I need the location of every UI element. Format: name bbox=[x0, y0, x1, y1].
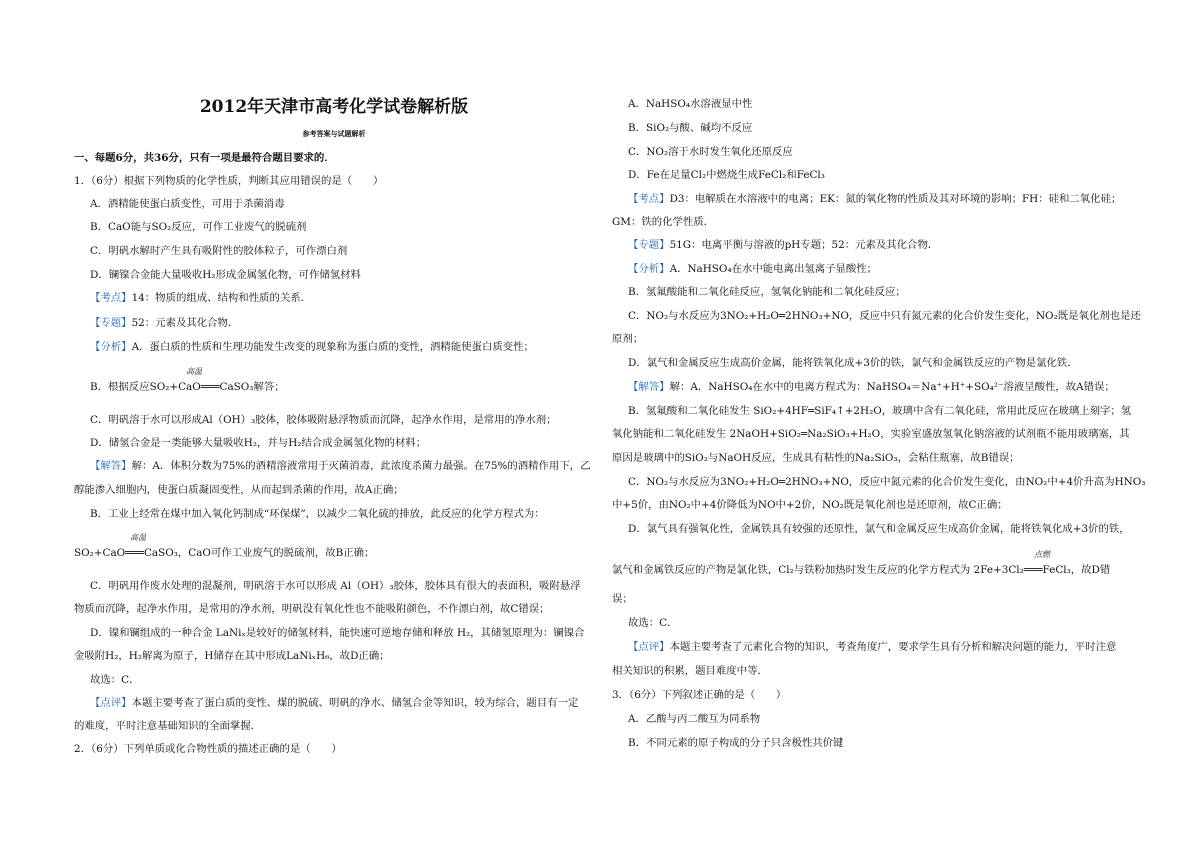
q2-option-a: A．NaHSO₄水溶液显中性 bbox=[628, 98, 753, 110]
kaodian-tag: 【考点】 bbox=[628, 193, 670, 205]
q1-dianping-1 bbox=[90, 696, 578, 710]
kaodian-1-text: D3：电解质在水溶液中的电离；EK：氮的氧化物的性质及其对环境的影响；FH：硅和二氧化硅； bbox=[669, 193, 1122, 205]
q1-option-c: C．明矾水解时产生具有吸附性的胶体粒子，可作漂白剂 bbox=[90, 245, 348, 257]
q2-fenxi-a bbox=[628, 262, 877, 276]
q2-option-c: C．NO₂溶于水时发生氧化还原反应 bbox=[628, 146, 793, 158]
q3-stem: 3．（6分）下列叙述正确的是（ ） bbox=[612, 689, 787, 701]
fenxi-tag: 【分析】 bbox=[90, 341, 132, 353]
q2-dianping-2: 相关知识的积累，题目难度中等． bbox=[612, 665, 768, 677]
fenxi-tag: 【分析】 bbox=[628, 263, 670, 275]
q1-fenxi-d: D．储氢合金是一类能够大量吸收H₂，并与H₂结合成金属氢化物的材料； bbox=[90, 437, 427, 449]
q2-jieda-a bbox=[628, 380, 1115, 394]
jieda-a1-text: 解：A．体积分数为75%的酒精溶液常用于灭菌消毒，此浓度杀菌力最强。在75%的酒精作用下，乙 bbox=[131, 460, 591, 472]
q1-jieda-d2: 金吸附H₂，H₂解离为原子，H储存在其中形成LaNiₓH₆，故D正确； bbox=[74, 650, 390, 662]
q1-jieda-b2: SO₂+CaO═══CaSO₃，CaO可作工业废气的脱硫剂，故B正确； bbox=[74, 547, 375, 559]
q2-jieda-b2: 氧化钠能和二氧化硅发生 2NaOH+SiO₂═Na₂SiO₃+H₂O，实验室盛放氢氧化钠溶液的试剂瓶不能用玻璃塞，其 bbox=[612, 428, 1130, 440]
jieda-tag: 【解答】 bbox=[628, 381, 670, 393]
dianping-tag: 【点评】 bbox=[628, 641, 670, 653]
fenxi-a-text: A．蛋白质的性质和生理功能发生改变的现象称为蛋白质的变性，酒精能使蛋白质变性； bbox=[131, 341, 534, 353]
q1-jieda-c1: C．明矾用作废水处理的混凝剂，明矾溶于水可以形成 Al（OH）₃胶体，胶体具有很大的表面积，吸附悬浮 bbox=[90, 580, 581, 592]
page-subtitle: 参考答案与试题解析 bbox=[302, 129, 366, 138]
q2-kaodian-2: GM：铁的化学性质． bbox=[612, 216, 715, 228]
q1-option-a: A．酒精能使蛋白质变性，可用于杀菌消毒 bbox=[90, 198, 285, 210]
q1-kaodian bbox=[90, 291, 311, 305]
q2-fenxi-c1: C．NO₂与水反应为3NO₂+H₂O═2HNO₃+NO，反应中只有氮元素的化合价发生变化，NO₂既是氧化剂也是还 bbox=[628, 310, 1141, 322]
q1-option-d: D．镧镍合金能大量吸收H₂形成金属氢化物，可作储氢材料 bbox=[90, 269, 361, 281]
q2-kaodian-1 bbox=[628, 192, 1121, 206]
q1-fenxi-b: B．根据反应SO₂+CaO═══CaSO₃解答； bbox=[90, 381, 285, 393]
q3-option-a: A．乙酸与丙二酸互为同系物 bbox=[628, 713, 761, 725]
q1-jieda-c2: 物质而沉降，起净水作用，是常用的净水剂，明矾没有氧化性也不能吸附颜色，不作漂白剂，故C错误； bbox=[74, 603, 550, 615]
q1-jieda-a2: 醇能渗入细胞内，使蛋白质凝固变性，从而起到杀菌的作用，故A正确； bbox=[74, 484, 404, 496]
q1-answer: 故选：C． bbox=[90, 674, 140, 686]
q2-fenxi-c2: 原剂； bbox=[612, 333, 644, 345]
condition-gaowen: 高温 bbox=[186, 367, 202, 376]
q2-option-d: D．Fe在足量Cl₂中燃烧生成FeCl₂和FeCl₃ bbox=[628, 169, 825, 181]
q2-jieda-d2: 氯气和金属铁反应的产物是氯化铁，Cl₂与铁粉加热时发生反应的化学方程式为 2Fe+3Cl₂═══FeCl₃，故D错 bbox=[612, 564, 1111, 576]
zhuanti-text: 52：元素及其化合物． bbox=[131, 317, 239, 329]
q2-option-b: B．SiO₂与酸、碱均不反应 bbox=[628, 122, 753, 134]
q1-stem: 1．（6分）根据下列物质的化学性质，判断其应用错误的是（ ） bbox=[74, 175, 384, 187]
q2-stem: 2．（6分）下列单质或化合物性质的描述正确的是（ ） bbox=[74, 743, 342, 755]
dianping-1-text: 本题主要考查了元素化合物的知识，考查角度广，要求学生具有分析和解决问题的能力，平时注意 bbox=[669, 641, 1117, 653]
zhuanti-text: 51G：电离平衡与溶液的pH专题；52：元素及其化合物． bbox=[669, 239, 939, 251]
q2-jieda-c2: 中+5价，由NO₂中+4价降低为NO中+2价，NO₂既是氧化剂也是还原剂，故C正确； bbox=[612, 499, 1008, 511]
jieda-tag: 【解答】 bbox=[90, 460, 132, 472]
q2-jieda-b3: 原因是玻璃中的SiO₂与NaOH反应，生成具有粘性的Na₂SiO₃，会粘住瓶塞，故B错误； bbox=[612, 452, 1020, 464]
q2-zhuanti bbox=[628, 238, 938, 252]
zhuanti-tag: 【专题】 bbox=[628, 239, 670, 251]
q2-answer: 故选：C． bbox=[628, 617, 678, 629]
q1-zhuanti bbox=[90, 316, 238, 330]
q1-jieda-a1 bbox=[90, 459, 591, 473]
dianping-1-text: 本题主要考查了蛋白质的变性、煤的脱硫、明矾的净水、储氢合金等知识，较为综合，题目有一定 bbox=[131, 697, 579, 709]
q1-option-b: B．CaO能与SO₂反应，可作工业废气的脱硫剂 bbox=[90, 221, 307, 233]
q1-fenxi-c: C．明矾溶于水可以形成Al（OH）₃胶体，胶体吸附悬浮物质而沉降，起净水作用，是常用的净水剂； bbox=[90, 414, 557, 426]
q2-dianping-1 bbox=[628, 640, 1116, 654]
section-heading: 一、每题6分，共36分，只有一项是最符合题目要求的． bbox=[74, 152, 335, 164]
fenxi-a-text: A．NaHSO₄在水中能电离出氢离子显酸性； bbox=[669, 263, 878, 275]
page-title: 2012年天津市高考化学试卷解析版 bbox=[199, 97, 469, 117]
q2-jieda-c1: C．NO₂与水反应为3NO₂+H₂O═2HNO₃+NO，反应中氮元素的化合价发生变化，由NO₂中+4价升高为HNO₃ bbox=[628, 476, 1146, 488]
q1-fenxi-a bbox=[90, 340, 534, 354]
kaodian-text: 14：物质的组成、结构和性质的关系． bbox=[131, 292, 312, 304]
q1-jieda-d1: D．镍和镧组成的一种合金 LaNiₓ是较好的储氢材料，能快速可逆地存储和释放 H₂，其储氢原理为：镧镍合 bbox=[90, 627, 585, 639]
condition-dianran: 点燃 bbox=[1034, 550, 1050, 559]
q2-fenxi-d: D．氯气和金属反应生成高价金属，能将铁氧化成+3价的铁，氯气和金属铁反应的产物是氯化铁． bbox=[628, 357, 1078, 369]
q2-jieda-d3: 误； bbox=[612, 593, 633, 605]
q3-option-b: B．不同元素的原子构成的分子只含极性共价键 bbox=[628, 737, 844, 749]
kaodian-tag: 【考点】 bbox=[90, 292, 132, 304]
q1-jieda-b1: B．工业上经常在煤中加入氧化钙制成“环保煤”，以减少二氧化硫的排放，此反应的化学方程式为： bbox=[90, 508, 545, 520]
condition-gaowen: 高温 bbox=[130, 533, 146, 542]
q1-dianping-2: 的难度，平时注意基础知识的全面掌握． bbox=[74, 720, 262, 732]
dianping-tag: 【点评】 bbox=[90, 697, 132, 709]
q2-fenxi-b: B．氢氟酸能和二氧化硅反应，氢氧化钠能和二氧化硅反应； bbox=[628, 286, 906, 298]
q2-jieda-b1: B．氢氟酸和二氧化硅发生 SiO₂+4HF═SiF₄↑+2H₂O，玻璃中含有二氧化硅，常用此反应在玻璃上刻字；氢 bbox=[628, 405, 1132, 417]
zhuanti-tag: 【专题】 bbox=[90, 317, 132, 329]
jieda-a-text: 解：A．NaHSO₄在水中的电离方程式为：NaHSO₄＝Na⁺+H⁺+SO₄²⁻溶液呈酸性，故A错误； bbox=[669, 381, 1115, 393]
q2-jieda-d1: D．氯气具有强氧化性，金属铁具有较强的还原性，氯气和金属反应生成高价金属，能将铁氧化成+3价的铁， bbox=[628, 523, 1130, 535]
